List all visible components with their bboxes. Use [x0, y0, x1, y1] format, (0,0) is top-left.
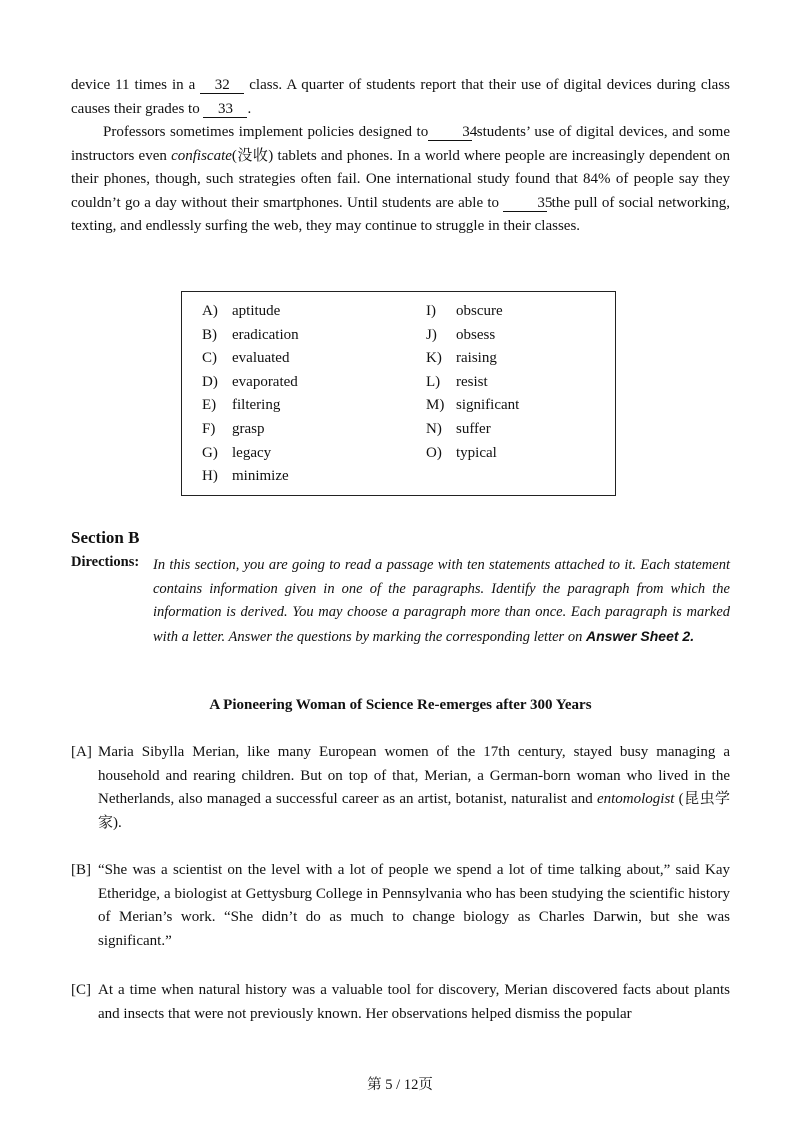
- word-option: N) suffer: [426, 420, 491, 437]
- word-option: E) filtering: [202, 397, 281, 414]
- confiscate-gloss: (没收): [231, 147, 274, 164]
- word-option: L) resist: [426, 373, 488, 390]
- passage-paragraph-continued: device 11 times in a 32 class. A quarter of students report that their use of digital devices during class causes their grades to 33 .: [71, 77, 731, 117]
- entomologist-gloss: (昆虫学家).: [98, 791, 731, 831]
- blank-32: 32: [200, 77, 244, 94]
- blank-33: 33: [203, 101, 247, 118]
- article-paragraph-b: [B] “She was a scientist on the level with a lot of people we spend a lot of time talking about,” said Kay Etheridge, a biologist at Gettysburg College in Pennsylvania who has been studying the scientific history of Merian’s work. “She didn’t do as much to change biology as Charles Darwin, but she was significant.”: [71, 859, 730, 953]
- word-option: J) obsess: [426, 326, 496, 343]
- paragraph-marker: [C]: [71, 982, 91, 998]
- answer-sheet-reference: Answer Sheet 2.: [585, 628, 695, 645]
- entomologist-term: entomologist: [596, 791, 675, 807]
- word-option: K) raising: [426, 350, 497, 367]
- article-paragraph-a: [A] Maria Sibylla Merian, like many European women of the 17th century, stayed busy managing a household and rearing children. But on top of that, Merian, a German-born woman who lived in the Netherlands, also managed a successful career as an artist, botanist, naturalist and entomologist (昆虫学家).: [71, 741, 730, 835]
- directions-label: Directions:: [71, 554, 140, 570]
- directions-text: In this section, you are going to read a passage with ten statements attached to it. Each statement contains information given in one of the paragraphs. Identify the paragraph from which the information is derived. You may choose a paragraph more than once. Each paragraph is marked with a letter. Answer the questions by marking the corresponding letter on Answer Sheet 2.: [153, 557, 730, 646]
- word-option: M) significant: [426, 397, 520, 414]
- word-option: A) aptitude: [202, 303, 281, 319]
- word-bank-box: [181, 291, 616, 496]
- directions-block: [71, 554, 730, 650]
- confiscate-term: confiscate: [171, 147, 232, 164]
- article-title: A Pioneering Woman of Science Re-emerges after 300 Years: [209, 697, 592, 713]
- word-bank-left-column: [202, 300, 299, 489]
- word-bank-right-column: [426, 300, 519, 465]
- blank-35: 35: [503, 195, 547, 212]
- blank-34: 34: [428, 124, 472, 141]
- word-option: D) evaporated: [202, 373, 298, 390]
- word-option: H) minimize: [202, 468, 289, 485]
- word-option: B) eradication: [202, 326, 299, 343]
- passage-paragraph-professors: Professors sometimes implement policies designed to 34 students’ use of digital devices, and some instructors even confiscate(没收) tablets and phones. In a world where people are increasingly dependent on their phones, though, such strategies often fail. One international study found that 84% of people say they couldn’t go a day without their smartphones. Until students are able to 35 the pull of social networking, texting, and endlessly surfing the web, they may continue to struggle in their classes.: [71, 124, 731, 234]
- word-option: G) legacy: [202, 444, 272, 461]
- page-number-footer: 第 5 / 12页: [367, 1077, 433, 1093]
- paragraph-marker: [B]: [71, 862, 91, 878]
- word-option: I) obscure: [426, 303, 503, 319]
- word-option: F) grasp: [202, 420, 265, 437]
- section-b-title: Section B: [71, 528, 140, 547]
- paragraph-marker: [A]: [71, 744, 92, 760]
- word-option: O) typical: [426, 444, 497, 461]
- word-option: C) evaluated: [202, 350, 290, 367]
- article-paragraph-c: [C] At a time when natural history was a valuable tool for discovery, Merian discovered facts about plants and insects that were not previously known. Her observations helped dismiss the popular: [71, 979, 730, 1026]
